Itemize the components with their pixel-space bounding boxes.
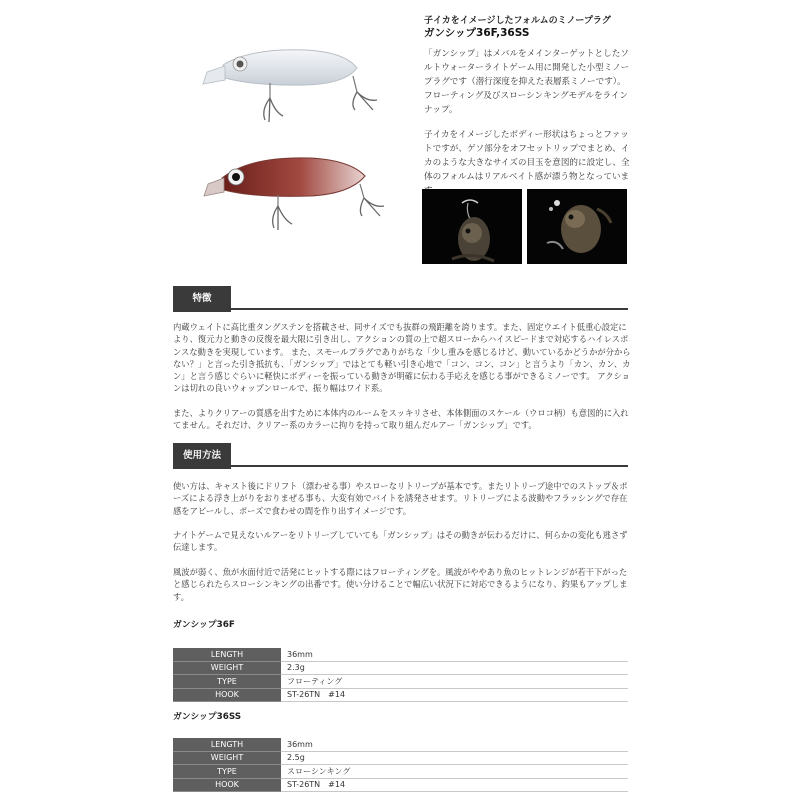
- features-paragraph: また、よりクリアーの質感を出すために本体内のルームをスッキリさせ、本体側面のスケール（ウロコ柄）も意図的に入れてません。それだけ、クリアー系のカラーに拘りを持って取り組んだルアー「ガンシップ」です。: [173, 408, 629, 431]
- intro-paragraph: 子イカをイメージしたボディー形状はちょっとファットですが、ゲソ部分をオフセットリップでまとめ、イカのような大きなサイズの目玉を意図的に設定し、全体のフォルムはリアルベイト感が漂う物となっていま: [424, 130, 630, 182]
- spec-title-36f: ガンシップ36F: [173, 620, 235, 630]
- spec-table-36ss: [173, 738, 628, 792]
- spec-key: HOOK: [173, 778, 281, 792]
- spec-value: スローシンキング: [281, 765, 628, 779]
- table-row: [173, 648, 628, 661]
- section-divider: [231, 308, 628, 310]
- lure-clear-image: [195, 40, 395, 135]
- usage-paragraph: ナイトゲームで見えないルアーをリトリーブしていても「ガンシップ」はその動きが伝わるだけに、何らかの変化も逃さず伝達します。: [173, 530, 628, 553]
- spec-key: TYPE: [173, 765, 281, 779]
- features-section-header: [173, 286, 628, 312]
- spec-value: ST-26TN #14: [281, 688, 628, 702]
- usage-paragraph: 使い方は、キャスト後にドリフト（漂わせる事）やスローなリトリーブが基本です。またリトリーブ途中でのストップ＆ポーズによる浮き上がりをおりまぜる事も、大変有効でバイトを誘発させます。リトリーブによる波動やフラッシングで存在感をアピールし、ポーズで食わせの間を作り出すイメージです。: [173, 481, 628, 516]
- spec-value: 36mm: [281, 648, 628, 661]
- usage-paragraph: 風波が弱く、魚が水面付近で活発にヒットする際にはフローティングを。風波がややあり魚のヒットレンジが若干下がったと感じられたらスローシンキングの出番です。使い分けることで幅広い状況下に対応できるようになり、釣果もアップします。: [173, 567, 628, 602]
- product-title: ガンシップ36F,36SS: [424, 27, 530, 39]
- features-text: [173, 321, 633, 444]
- spec-value: フローティング: [281, 675, 628, 689]
- spec-key: WEIGHT: [173, 751, 281, 765]
- spec-value: ST-26TN #14: [281, 778, 628, 792]
- table-row: [173, 661, 628, 675]
- features-heading: 特徴: [173, 286, 231, 312]
- intro-paragraph: 「ガンシップ」はメバルをメインターゲットとしたソルトウォーターライトゲーム用に開発した小型ミノープラグです（潜行深度を抑えた表層系ミノーです）。フローティング及びスローシンキングモデルをラインナップ。: [424, 49, 630, 115]
- catch-photo-1: [422, 189, 522, 264]
- spec-key: LENGTH: [173, 648, 281, 661]
- table-row: [173, 675, 628, 689]
- table-row: [173, 738, 628, 751]
- spec-value: 2.3g: [281, 661, 628, 675]
- usage-text: [173, 480, 633, 615]
- spec-title-36ss: ガンシップ36SS: [173, 712, 242, 722]
- table-row: [173, 778, 628, 792]
- catch-photo-2: [527, 189, 627, 264]
- spec-key: WEIGHT: [173, 661, 281, 675]
- features-paragraph: 内蔵ウェイトに高比重タングステンを搭載させ、同サイズでも抜群の飛距離を誇ります。また、固定ウエイト低重心設定により、復元力と動きの反復を最大限に引き出し、アクションの質の上で超スローからハイスピードまで対応するハイレスポンスな動きを実現しています。 また、スモールプラグでありがちな「少し重みを感じるけど、動いているかどうかが分からない？」と言った引き抵抗も、「ガンシップ」ではとても軽い引き心地で「コン、コン、コン」と言うより「カン、カン、カン」と言う感じぐらいに軽快にボディーを振っている動きが明確に伝わる手応えを感じる事ができるミノーです。 アクションは切れの良いウォッブンロールで、振り幅はワイド系。: [173, 322, 631, 394]
- spec-key: HOOK: [173, 688, 281, 702]
- spec-value: 2.5g: [281, 751, 628, 765]
- usage-section-header: [173, 443, 628, 469]
- spec-value: 36mm: [281, 738, 628, 751]
- lure-red-image: [200, 150, 400, 240]
- spec-key: LENGTH: [173, 738, 281, 751]
- usage-heading: 使用方法: [173, 443, 231, 469]
- spec-key: TYPE: [173, 675, 281, 689]
- table-row: [173, 688, 628, 702]
- table-row: [173, 765, 628, 779]
- table-row: [173, 751, 628, 765]
- product-intro: [424, 47, 632, 209]
- section-divider: [231, 465, 628, 467]
- product-tagline: 子イカをイメージしたフォルムのミノープラグ: [424, 16, 611, 26]
- spec-table-36f: [173, 648, 628, 702]
